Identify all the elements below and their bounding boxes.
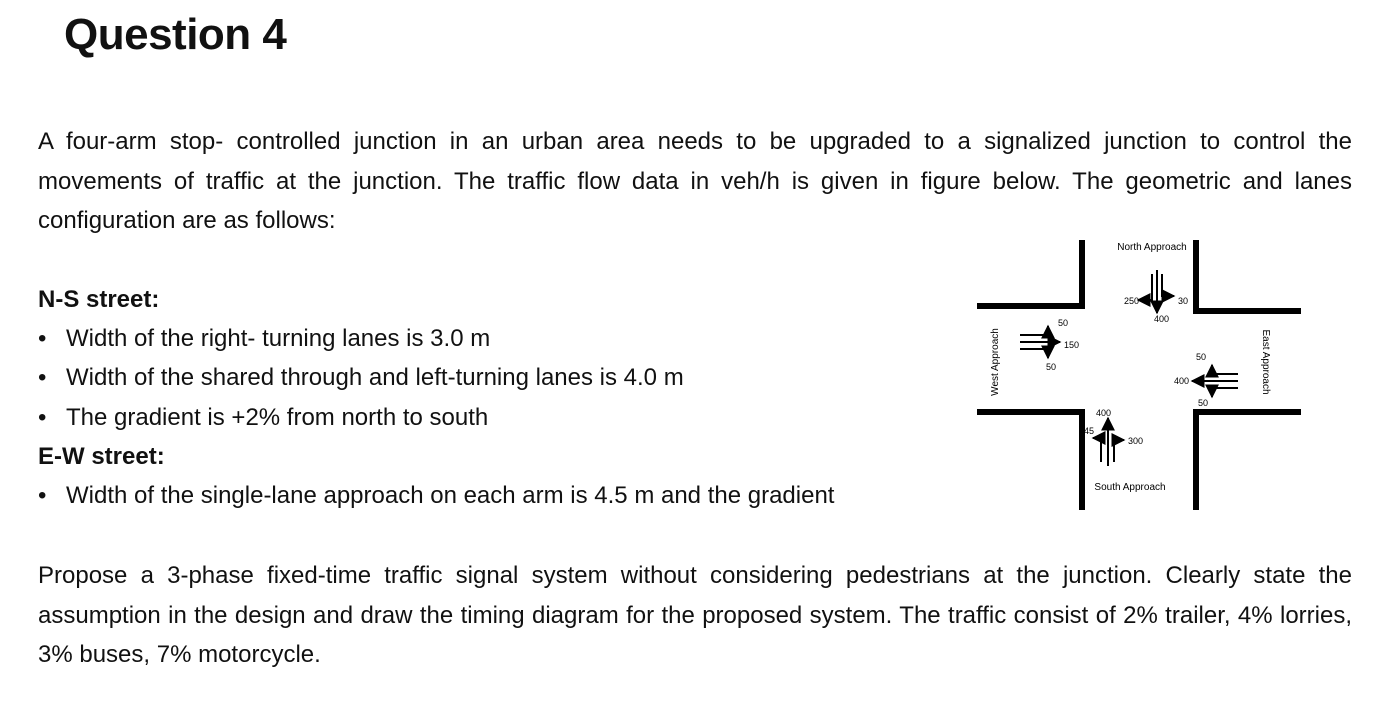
bullet-icon: • [38, 482, 47, 509]
north-through-flow: 400 [1154, 314, 1170, 324]
intro-paragraph: A four-arm stop- controlled junction in an urban area needs to be upgraded to a signalized junction to control the movements of traffic at the junction. The traffic flow data in veh/h is given in figure below. The geometric and lanes configuration are as follows: [38, 128, 1352, 234]
junction-curbs [977, 240, 1301, 510]
ns-bullet-text: Width of the right- turning lanes is 3.0 m [66, 325, 491, 352]
bullet-icon: • [38, 364, 47, 391]
east-left-flow: 50 [1196, 352, 1207, 362]
east-approach-arrows [1192, 365, 1238, 397]
ns-bullet-text: The gradient is +2% from north to south [66, 404, 489, 431]
bullet-icon: • [38, 404, 47, 431]
west-through-flow: 150 [1064, 340, 1080, 350]
south-approach-arrows [1093, 418, 1124, 466]
south-left-flow: 45 [1084, 426, 1095, 436]
question-title: Question 4 [64, 10, 287, 59]
north-right-flow: 30 [1178, 296, 1189, 306]
west-right-flow: 50 [1046, 362, 1057, 372]
south-through-flow: 400 [1096, 408, 1112, 418]
west-approach-label: West Approach [990, 328, 1001, 396]
ew-bullet-text: Width of the single-lane approach on each arm is 4.5 m and the gradient [66, 482, 835, 509]
north-left-flow: 250 [1124, 296, 1140, 306]
east-approach-label: East Approach [1260, 329, 1271, 395]
south-approach-label: South Approach [1094, 482, 1166, 493]
ns-street-heading: N-S street: [38, 286, 160, 313]
ns-bullet-text: Width of the shared through and left-turning lanes is 4.0 m [66, 364, 684, 391]
north-approach-label: North Approach [1117, 242, 1187, 253]
east-through-flow: 400 [1174, 376, 1190, 386]
north-approach-arrows [1138, 270, 1174, 313]
south-right-flow: 300 [1128, 436, 1144, 446]
west-approach-arrows [1020, 326, 1060, 358]
bullet-icon: • [38, 325, 47, 352]
closing-paragraph: Propose a 3-phase fixed-time traffic signal system without considering pedestrians at the junction. Clearly state the assumption in the design and draw the timing diagram for the proposed system. The traffic consist of 2% trailer, 4% lorries, 3% buses, 7% motorcycle. [38, 562, 1352, 668]
east-right-flow: 50 [1198, 398, 1209, 408]
west-left-flow: 50 [1058, 318, 1069, 328]
ew-street-heading: E-W street: [38, 443, 165, 470]
